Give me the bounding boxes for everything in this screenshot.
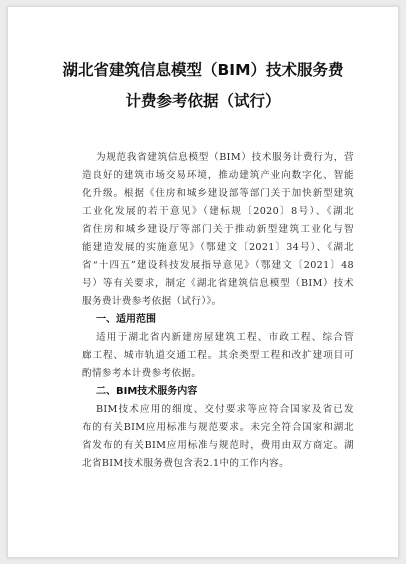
intro-line: 能建造发展的实施意见》（鄂建文〔2021〕34号）、《湖北 <box>82 242 354 253</box>
section-1-line: 廊工程、城市轨道交通工程。其余类型工程和改扩建项目可 <box>82 350 354 361</box>
intro-line: 工业化发展的若干意见》（建标规〔2020〕8号）、《湖北 <box>82 206 354 217</box>
document-page <box>7 6 399 558</box>
intro-line: 为规范我省建筑信息模型（BIM）技术服务计费行为，营 <box>96 152 354 163</box>
section-heading-bim-services: 二、BIM技术服务内容 <box>96 386 198 397</box>
intro-line: 省“十四五”建设科技发展指导意见》（鄂建文〔2021〕48 <box>82 260 354 271</box>
intro-line: 号）等有关要求，制定《湖北省建筑信息模型（BIM）技术 <box>82 278 354 289</box>
section-2-line: 省发布的有关BIM应用标准与规范时，费用由双方商定。湖 <box>82 440 354 451</box>
intro-line: 服务费计费参考依据（试行）》。 <box>82 296 222 307</box>
intro-line: 化升级。根据《住房和城乡建设部等部门关于加快新型建筑 <box>82 188 354 199</box>
document-title-line-2: 计费参考依据（试行） <box>125 92 281 110</box>
section-1-line: 酌情参考本计费参考依据。 <box>82 368 202 379</box>
section-1-line: 适用于湖北省内新建房屋建筑工程、市政工程、综合管 <box>96 332 354 343</box>
intro-line: 造良好的建筑市场交易环境，推动建筑产业向数字化、智能 <box>82 170 354 181</box>
section-2-line: 布的有关BIM应用标准与规范要求。未完全符合国家和湖北 <box>82 422 354 433</box>
intro-line: 省住房和城乡建设厅等部门关于推动新型建筑工业化与智 <box>82 224 354 235</box>
section-heading-scope: 一、适用范围 <box>96 314 156 325</box>
section-2-line: BIM技术应用的细度、交付要求等应符合国家及省已发 <box>96 404 354 415</box>
section-2-line: 北省BIM技术服务费包含表2.1中的工作内容。 <box>82 458 290 469</box>
document-title-line-1: 湖北省建筑信息模型（BIM）技术服务费 <box>62 61 344 79</box>
